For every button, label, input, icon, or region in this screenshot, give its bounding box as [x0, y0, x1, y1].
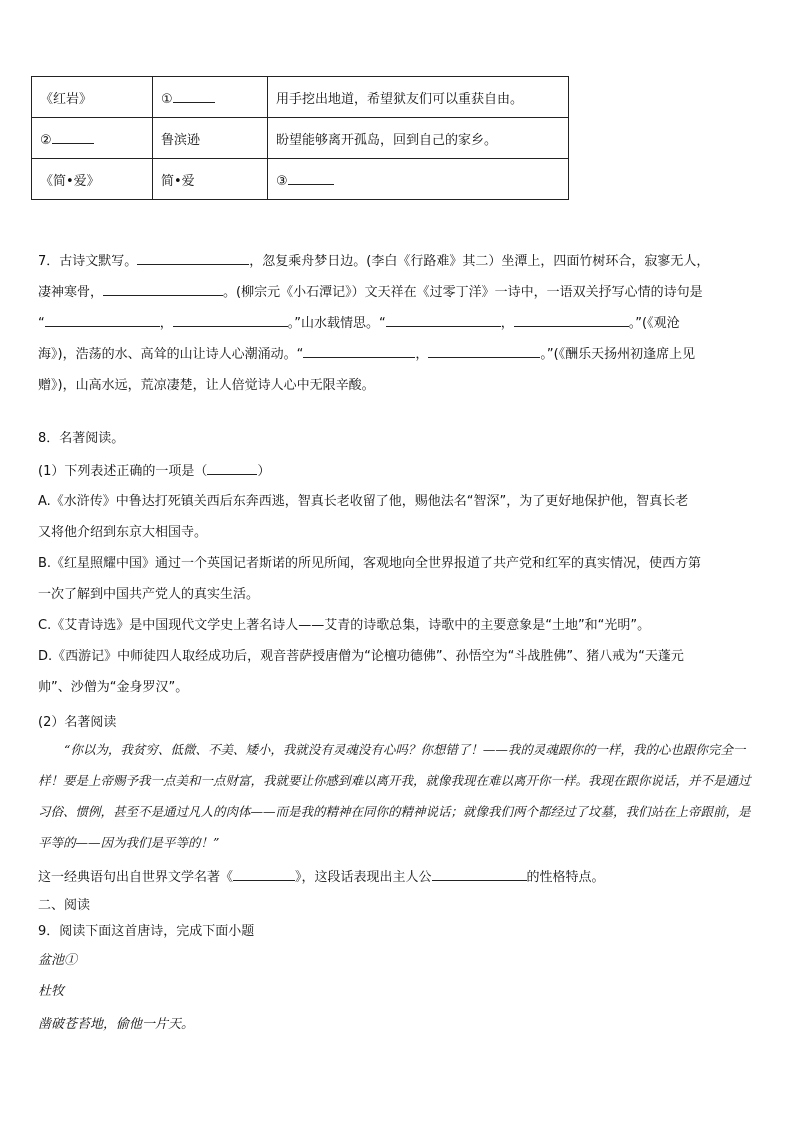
q8-title: 8．名著阅读。: [38, 431, 125, 446]
table-cell: 鲁滨逊: [153, 118, 268, 159]
table-cell: 《简•爱》: [32, 159, 153, 200]
q7-line-5: 赠》)，山高水远，荒凉凄楚，让人倍觉诗人心中无限辛酸。: [38, 378, 375, 393]
option-b-line-1: B.《红星照耀中国》通过一个英国记者斯诺的所见所闻，客观地向全世界报道了共产党和红军的真实情况，使西方第: [38, 556, 702, 571]
q7-line-1: 7．古诗文默写。 ，忽复乘舟梦日边。(李白《行路难》其二）坐潭上，四面竹树环合，寂寥无人，: [38, 246, 760, 277]
answer-blank[interactable]: [45, 312, 160, 327]
answer-blank[interactable]: [288, 169, 334, 185]
table-cell: 简•爱: [153, 159, 268, 200]
section-heading: 二、阅读: [38, 898, 91, 913]
table-row: [32, 118, 569, 159]
poem-title: 盆池①: [38, 953, 78, 968]
q9-title: 9．阅读下面这首唐诗，完成下面小题: [38, 924, 255, 939]
option-c: C.《艾青诗选》是中国现代文学史上著名诗人——艾青的诗歌总集，诗歌中的主要意象是“土地”和“光明”。: [38, 618, 651, 633]
blank-label: ②: [40, 133, 52, 148]
q8-sub1: (1）下列表述正确的一项是（ ）: [38, 460, 760, 479]
answer-blank[interactable]: [52, 128, 94, 144]
table-cell: 用手挖出地道，希望狱友们可以重获自由。: [268, 77, 569, 118]
answer-blank[interactable]: [428, 343, 540, 358]
table-cell: 《红岩》: [32, 77, 153, 118]
q8-sub2: (2）名著阅读: [38, 715, 117, 730]
answer-blank[interactable]: [173, 312, 288, 327]
blank-label: ①: [161, 92, 173, 107]
table-cell: 盼望能够离开孤岛，回到自己的家乡。: [268, 118, 569, 159]
jane-eyre-quote: “你以为，我贫穷、低微、不美、矮小，我就没有灵魂没有心吗？你想错了！——我的灵魂跟你的一样，我的心也跟你完全一样！要是上帝赐予我一点美和一点财富，我就要让你感到难以离开我，就像我现在难以离开你一样。我现在跟你说话，并不是通过习俗、惯例，甚至不是通过凡人的肉体——而是我的精神在同你的精神说话；就像我们两个都经过了坟墓，我们站在上帝跟前，是平等的——因为我们是平等的！”: [38, 742, 751, 850]
q8-options: [38, 486, 760, 703]
option-d-line-2: 帅”、沙僧为“金身罗汉”。: [38, 680, 189, 695]
answer-blank[interactable]: [303, 343, 415, 358]
answer-blank[interactable]: [386, 312, 501, 327]
q7-line-3: “ ， 。”山水载情思。“ ， 。”(《观沧: [38, 308, 760, 339]
table-cell: [153, 77, 268, 118]
answer-blank[interactable]: [432, 866, 527, 881]
answer-blank[interactable]: [173, 87, 215, 103]
table-cell: [268, 159, 569, 200]
answer-blank[interactable]: [233, 866, 295, 881]
table-cell: [32, 118, 153, 159]
literature-table: [31, 76, 569, 200]
q8-ask: 这一经典语句出自世界文学名著《 》，这段话表现出主人公 的性格特点。: [38, 866, 760, 885]
option-a-line-1: A.《水浒传》中鲁达打死镇关西后东奔西逃，智真长老收留了他，赐他法名“智深”，为了更好地保护他，智真长老: [38, 494, 689, 509]
q7-line-2: 凄神寒骨， 。(柳宗元《小石潭记》）文天祥在《过零丁洋》一诗中，一语双关抒写心情的诗句是: [38, 277, 760, 308]
option-b-line-2: 一次了解到中国共产党人的真实生活。: [38, 587, 260, 602]
answer-blank[interactable]: [103, 281, 223, 296]
option-a-line-2: 又将他介绍到东京大相国寺。: [38, 525, 208, 540]
option-d-line-1: D.《西游记》中师徒四人取经成功后，观音菩萨授唐僧为“论檀功德佛”、孙悟空为“斗战胜佛”、猪八戒为“天蓬元: [38, 649, 684, 664]
poem-author: 杜牧: [38, 984, 65, 999]
table-row: [32, 159, 569, 200]
answer-blank[interactable]: [207, 460, 257, 475]
table-row: [32, 77, 569, 118]
poem-line-1: 凿破苍苔地，偷他一片天。: [38, 1017, 195, 1032]
answer-blank[interactable]: [137, 250, 249, 265]
q7-line-4: 海》)，浩荡的水、高耸的山让诗人心潮涌动。“ ， 。”(《酬乐天扬州初逢席上见: [38, 339, 760, 370]
answer-blank[interactable]: [514, 312, 629, 327]
question-7: [38, 246, 760, 401]
blank-label: ③: [276, 174, 288, 189]
